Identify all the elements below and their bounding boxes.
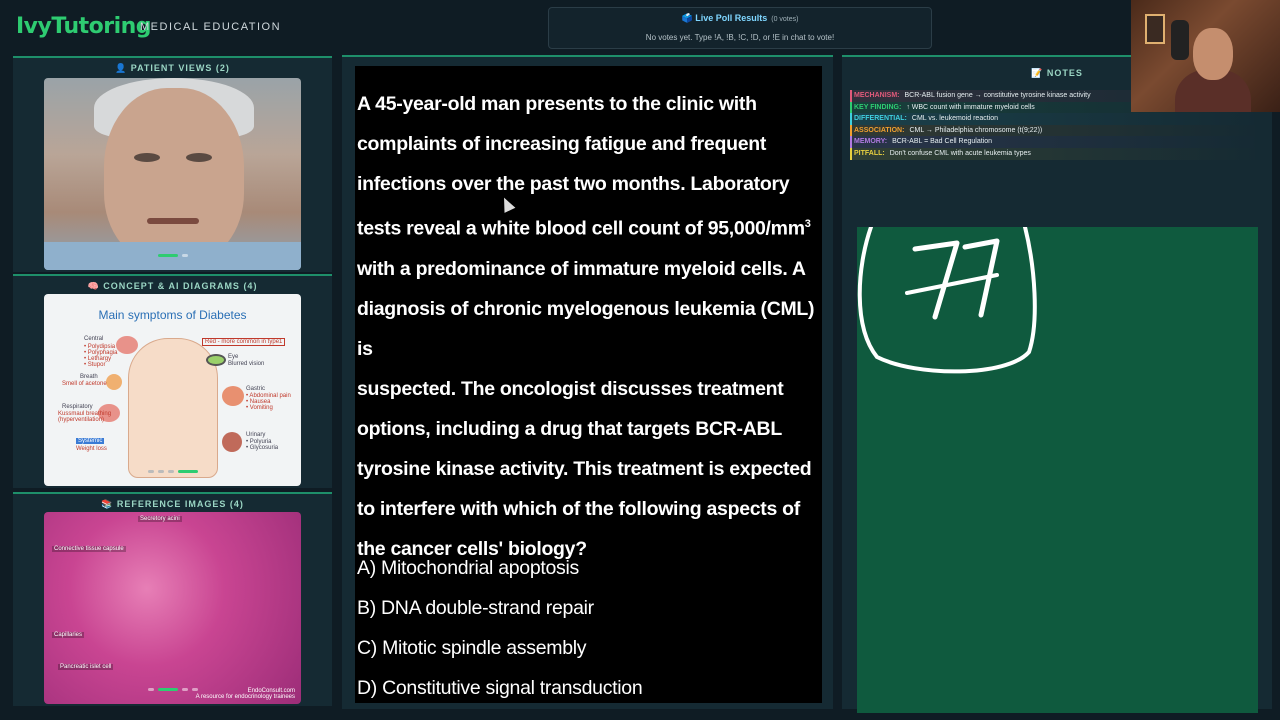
note-text: ↑ WBC count with immature myeloid cells (906, 103, 1035, 111)
answer-b[interactable]: B) DNA double-strand repair (357, 597, 594, 619)
label-respiratory-items: Kussmaul breathing (hyperventilation) (58, 411, 112, 423)
stem-line: suspected. The oncologist discusses treatment (357, 377, 784, 400)
notes-title: 📝 NOTES (1031, 68, 1083, 78)
carousel-dot[interactable] (168, 470, 174, 473)
logo-subtext: A resource for endocrinology trainees (195, 694, 295, 700)
stem-line: with a predominance of immature myeloid cells. A (357, 257, 806, 280)
diagram-title: Main symptoms of Diabetes (98, 308, 247, 322)
lamp-icon (1145, 14, 1165, 44)
label-central: Central (84, 336, 104, 342)
carousel-dot[interactable] (158, 254, 178, 257)
note-text: BCR-ABL = Bad Cell Regulation (892, 138, 992, 146)
stem-line: diagnosis of chronic myelogenous leukemia (CML) is (357, 297, 815, 360)
note-key: KEY FINDING: (854, 103, 902, 111)
mouth-icon (106, 374, 122, 390)
eye-icon (206, 354, 226, 366)
microphone-icon (1171, 20, 1189, 60)
carousel-dot[interactable] (158, 470, 164, 473)
label-gastric-items: • Abdominal pain • Nausea • Vomiting (246, 393, 291, 411)
presenter-face (1193, 28, 1233, 80)
reference-images-panel (13, 492, 332, 706)
concept-carousel-dots[interactable] (44, 460, 301, 478)
answer-a[interactable]: A) Mitochondrial apoptosis (357, 557, 579, 579)
brand-logo: IvyTutoring (16, 14, 152, 39)
whiteboard-drawing (857, 227, 1258, 713)
note-differential (850, 113, 1262, 125)
stem-line: infections over the past two months. Laboratory (357, 173, 790, 195)
brand-subtitle: MEDICAL EDUCATION (140, 21, 282, 33)
label-islet-cell: Pancreatic islet cell (60, 664, 112, 670)
carousel-dot[interactable] (148, 470, 154, 473)
answer-c[interactable]: C) Mitotic spindle assembly (357, 637, 587, 659)
patient-views-title: 👤 PATIENT VIEWS (2) (115, 63, 230, 73)
label-red-note: Red - more common in type1 (202, 338, 285, 346)
label-gastric: Gastric (246, 386, 266, 392)
label-eye: Eye (228, 354, 239, 360)
note-key: PITFALL: (854, 149, 885, 157)
stem-line: A 45-year-old man presents to the clinic with (357, 93, 757, 115)
note-text: Don't confuse CML with acute leukemia types (889, 149, 1031, 157)
concept-diagram-image[interactable] (44, 294, 301, 486)
carousel-dot[interactable] (178, 470, 198, 473)
kidney-icon (222, 432, 242, 452)
note-key: ASSOCIATION: (854, 126, 905, 134)
stem-line: to interfere with which of the following aspects of (357, 497, 800, 520)
note-text: CML → Philadelphia chromosome (t(9;22)) (909, 126, 1043, 134)
note-text: BCR-ABL fusion gene → constitutive tyrosine kinase activity (904, 92, 1091, 99)
reference-histology-image[interactable] (44, 512, 301, 704)
carousel-dot[interactable] (192, 688, 198, 691)
note-key: DIFFERENTIAL: (854, 115, 907, 123)
carousel-dot[interactable] (182, 254, 188, 257)
reference-carousel-dots[interactable] (44, 678, 301, 696)
label-urinary: Urinary (246, 432, 266, 438)
carousel-dot[interactable] (158, 688, 178, 691)
stem-line-text: tests reveal a white blood cell count of 95,000/mm (357, 217, 805, 240)
label-capsule: Connective tissue capsule (54, 546, 124, 552)
carousel-dot[interactable] (182, 688, 188, 691)
patient-face (104, 88, 244, 263)
patient-eye-left (134, 153, 160, 162)
stem-line (357, 204, 817, 249)
label-systemic-items: Weight loss (76, 446, 107, 452)
patient-eye-right (186, 153, 212, 162)
carousel-dot[interactable] (148, 688, 154, 691)
body-outline (128, 338, 218, 478)
stem-line: complaints of increasing fatigue and frequent (357, 133, 767, 155)
answer-d[interactable]: D) Constitutive signal transduction (357, 677, 643, 699)
superscript: 3 (804, 218, 811, 230)
webcam-feed (1131, 0, 1280, 112)
poll-vote-count: (0 votes) (771, 16, 799, 23)
poll-message: No votes yet. Type !A, !B, !C, !D, or !E in chat to vote! (645, 33, 835, 42)
note-pitfall (850, 148, 1262, 160)
poll-title (549, 13, 931, 24)
note-memory (850, 136, 1262, 148)
label-capillaries: Capillaries (54, 632, 83, 638)
patient-views-panel (13, 56, 332, 272)
patient-image[interactable] (44, 78, 301, 270)
logo-text: EndoConsult.com (247, 688, 295, 694)
patient-mouth (147, 218, 199, 224)
label-respiratory: Respiratory (62, 404, 93, 410)
answer-choices (357, 548, 642, 708)
concept-diagrams-panel (13, 274, 332, 488)
note-key: MEMORY: (854, 138, 888, 146)
label-urinary-items: • Polyuria • Glycosuria (246, 439, 279, 451)
label-eye-items: Blurred vision (228, 361, 265, 367)
note-association (850, 125, 1262, 137)
label-breath-items: Smell of acetone (62, 381, 107, 387)
stem-line: tyrosine kinase activity. This treatment is expected (357, 457, 812, 480)
patient-carousel-dots[interactable] (44, 244, 301, 262)
stem-line: options, including a drug that targets BCR-ABL (357, 417, 782, 440)
label-secretory-acini: Secretory acini (140, 516, 180, 522)
stem-line: the cancer cells' biology? (357, 537, 587, 560)
reference-images-title: 📚 REFERENCE IMAGES (4) (101, 499, 244, 509)
question-stem (357, 84, 817, 569)
stomach-icon (222, 386, 244, 406)
label-central-items: • Polydipsia • Polyphagia • Lethargy • Stupor (84, 344, 118, 368)
whiteboard-canvas[interactable] (857, 227, 1258, 713)
note-key: MECHANISM: (854, 92, 900, 99)
note-text: CML vs. leukemoid reaction (911, 115, 998, 123)
label-breath: Breath (80, 374, 98, 380)
concept-diagrams-title: 🧠 CONCEPT & AI DIAGRAMS (4) (87, 281, 258, 291)
live-poll-panel (548, 7, 932, 49)
poll-title-text: 🗳️ Live Poll Results (681, 13, 768, 23)
label-systemic: Systemic (78, 438, 103, 444)
